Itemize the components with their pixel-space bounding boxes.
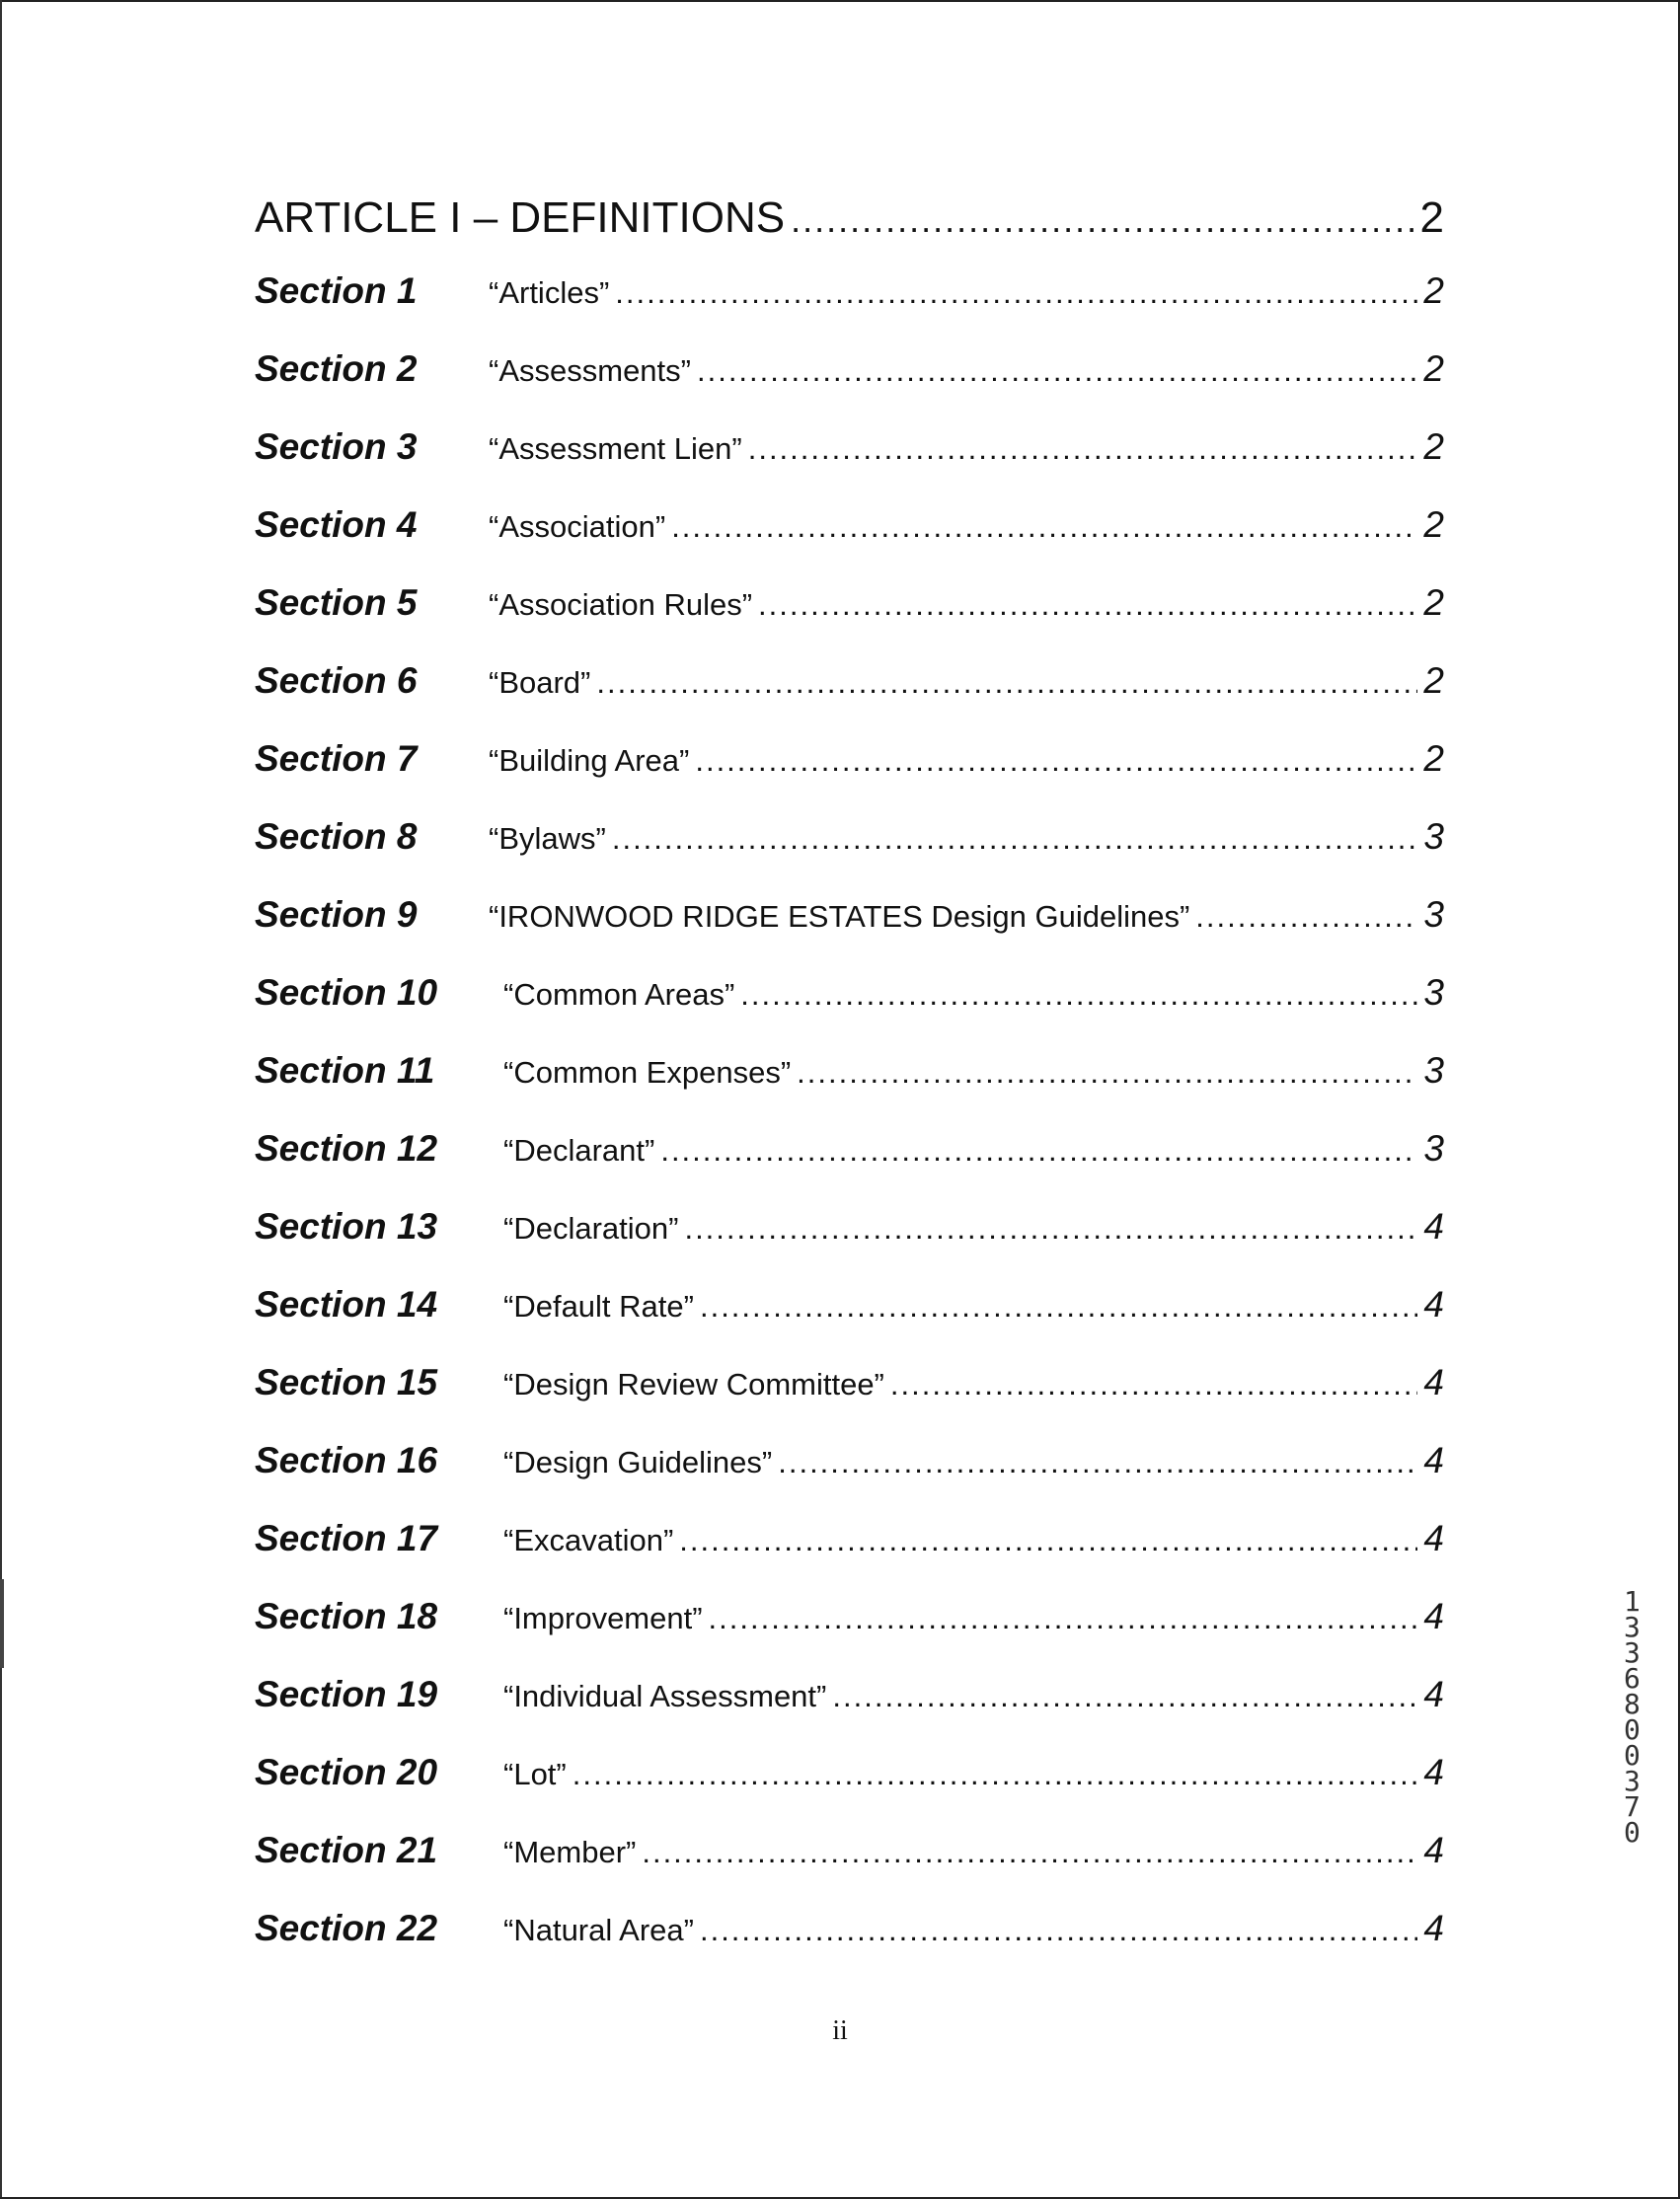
section-label: Section 4 (255, 504, 418, 545)
dot-leader (596, 665, 1417, 701)
section-label: Section 12 (255, 1128, 438, 1169)
section-label: Section 5 (255, 582, 418, 623)
toc-entry (255, 894, 1444, 972)
toc-entry (255, 582, 1444, 660)
section-title: “Natural Area” (503, 1913, 694, 1947)
section-label: Section 21 (255, 1830, 438, 1870)
section-title: “Assessment Lien” (489, 431, 742, 466)
dot-leader (660, 1133, 1417, 1169)
section-page-number: 2 (1423, 426, 1444, 467)
toc-entry (255, 1362, 1444, 1440)
dot-leader (695, 743, 1417, 779)
section-title: “Common Expenses” (503, 1055, 792, 1090)
toc-section-list (255, 270, 1444, 1986)
toc-entry (255, 1830, 1444, 1908)
section-title: “Improvement” (503, 1601, 703, 1635)
dot-leader (679, 1523, 1417, 1558)
dot-leader (709, 1601, 1418, 1636)
toc-entry (255, 1050, 1444, 1128)
section-page-number: 2 (1423, 582, 1444, 623)
section-label: Section 3 (255, 426, 418, 467)
dot-leader (890, 1367, 1418, 1403)
section-title: “Excavation” (503, 1523, 674, 1557)
section-page-number: 4 (1423, 1206, 1444, 1247)
section-title: “Declarant” (503, 1133, 655, 1168)
section-page-number: 4 (1423, 1674, 1444, 1714)
section-page-number: 3 (1423, 816, 1444, 857)
section-title: “Assessments” (489, 353, 691, 388)
section-label: Section 6 (255, 660, 418, 701)
section-title: “Default Rate” (503, 1289, 694, 1324)
section-label: Section 15 (255, 1362, 438, 1403)
footer-page-number: ii (832, 2015, 848, 2046)
section-page-number: 3 (1423, 1050, 1444, 1091)
dot-leader (697, 353, 1417, 389)
toc-entry (255, 348, 1444, 426)
section-title: “Building Area” (489, 743, 690, 778)
toc-entry (255, 1908, 1444, 1986)
section-label: Section 20 (255, 1752, 438, 1792)
section-title: “Common Areas” (503, 977, 735, 1012)
toc-entry (255, 1518, 1444, 1596)
toc-entry (255, 270, 1444, 348)
dot-leader (700, 1913, 1417, 1948)
section-label: Section 8 (255, 816, 418, 857)
section-title: “Individual Assessment” (503, 1679, 827, 1713)
toc-entry (255, 738, 1444, 816)
dot-leader (797, 1055, 1417, 1091)
section-page-number: 4 (1423, 1908, 1444, 1948)
section-label: Section 11 (255, 1050, 435, 1091)
dot-leader (612, 821, 1418, 857)
section-title: “Bylaws” (489, 821, 606, 856)
toc-heading-article-1 (255, 193, 1444, 263)
dot-leader (615, 275, 1417, 311)
dot-leader (791, 199, 1413, 241)
toc-entry (255, 504, 1444, 582)
section-page-number: 4 (1423, 1440, 1444, 1480)
dot-leader (832, 1679, 1417, 1714)
article-page-number: 2 (1419, 193, 1444, 242)
scan-mark (0, 1579, 4, 1668)
section-label: Section 17 (255, 1518, 438, 1558)
table-of-contents (255, 193, 1444, 1986)
toc-entry (255, 660, 1444, 738)
dot-leader (700, 1289, 1417, 1325)
section-page-number: 2 (1423, 504, 1444, 545)
section-page-number: 2 (1423, 348, 1444, 389)
section-page-number: 4 (1423, 1518, 1444, 1558)
toc-entry (255, 816, 1444, 894)
toc-entry (255, 1206, 1444, 1284)
page-border-left (0, 0, 2, 2199)
section-title: “Declaration” (503, 1211, 679, 1246)
section-page-number: 3 (1423, 894, 1444, 935)
section-title: “IRONWOOD RIDGE ESTATES Design Guidelines” (489, 899, 1190, 934)
section-label: Section 9 (255, 894, 418, 935)
section-page-number: 3 (1423, 972, 1444, 1013)
section-title: “Design Guidelines” (503, 1445, 773, 1479)
section-page-number: 4 (1423, 1830, 1444, 1870)
section-page-number: 4 (1423, 1752, 1444, 1792)
section-page-number: 4 (1423, 1596, 1444, 1636)
dot-leader (778, 1445, 1417, 1480)
dot-leader (642, 1835, 1417, 1870)
section-title: “Board” (489, 665, 591, 700)
section-page-number: 2 (1423, 738, 1444, 779)
dot-leader (740, 977, 1417, 1013)
toc-entry (255, 426, 1444, 504)
section-label: Section 22 (255, 1908, 438, 1948)
document-stamp-number: 1336800370 (1624, 1585, 1641, 1849)
toc-entry (255, 1752, 1444, 1830)
section-label: Section 2 (255, 348, 418, 389)
dot-leader (1195, 899, 1417, 935)
section-title: “Association” (489, 509, 666, 544)
section-label: Section 7 (255, 738, 418, 779)
toc-entry (255, 972, 1444, 1050)
section-page-number: 3 (1423, 1128, 1444, 1169)
dot-leader (684, 1211, 1417, 1247)
section-title: “Articles” (489, 275, 610, 310)
section-label: Section 10 (255, 972, 438, 1013)
section-title: “Lot” (503, 1757, 567, 1791)
article-title: ARTICLE I – DEFINITIONS (255, 193, 786, 242)
dot-leader (758, 587, 1417, 623)
toc-entry (255, 1596, 1444, 1674)
section-label: Section 19 (255, 1674, 438, 1714)
section-page-number: 2 (1423, 660, 1444, 701)
section-label: Section 1 (255, 270, 418, 311)
dot-leader (671, 509, 1417, 545)
section-page-number: 2 (1423, 270, 1444, 311)
section-title: “Association Rules” (489, 587, 753, 622)
section-label: Section 18 (255, 1596, 438, 1636)
toc-entry (255, 1674, 1444, 1752)
toc-entry (255, 1128, 1444, 1206)
toc-entry (255, 1284, 1444, 1362)
dot-leader (748, 431, 1418, 467)
page-border-top (0, 0, 1680, 2)
toc-entry (255, 1440, 1444, 1518)
section-page-number: 4 (1423, 1362, 1444, 1403)
dot-leader (573, 1757, 1418, 1792)
section-label: Section 13 (255, 1206, 438, 1247)
section-page-number: 4 (1423, 1284, 1444, 1325)
section-label: Section 16 (255, 1440, 438, 1480)
section-title: “Member” (503, 1835, 637, 1869)
section-label: Section 14 (255, 1284, 438, 1325)
section-title: “Design Review Committee” (503, 1367, 884, 1402)
